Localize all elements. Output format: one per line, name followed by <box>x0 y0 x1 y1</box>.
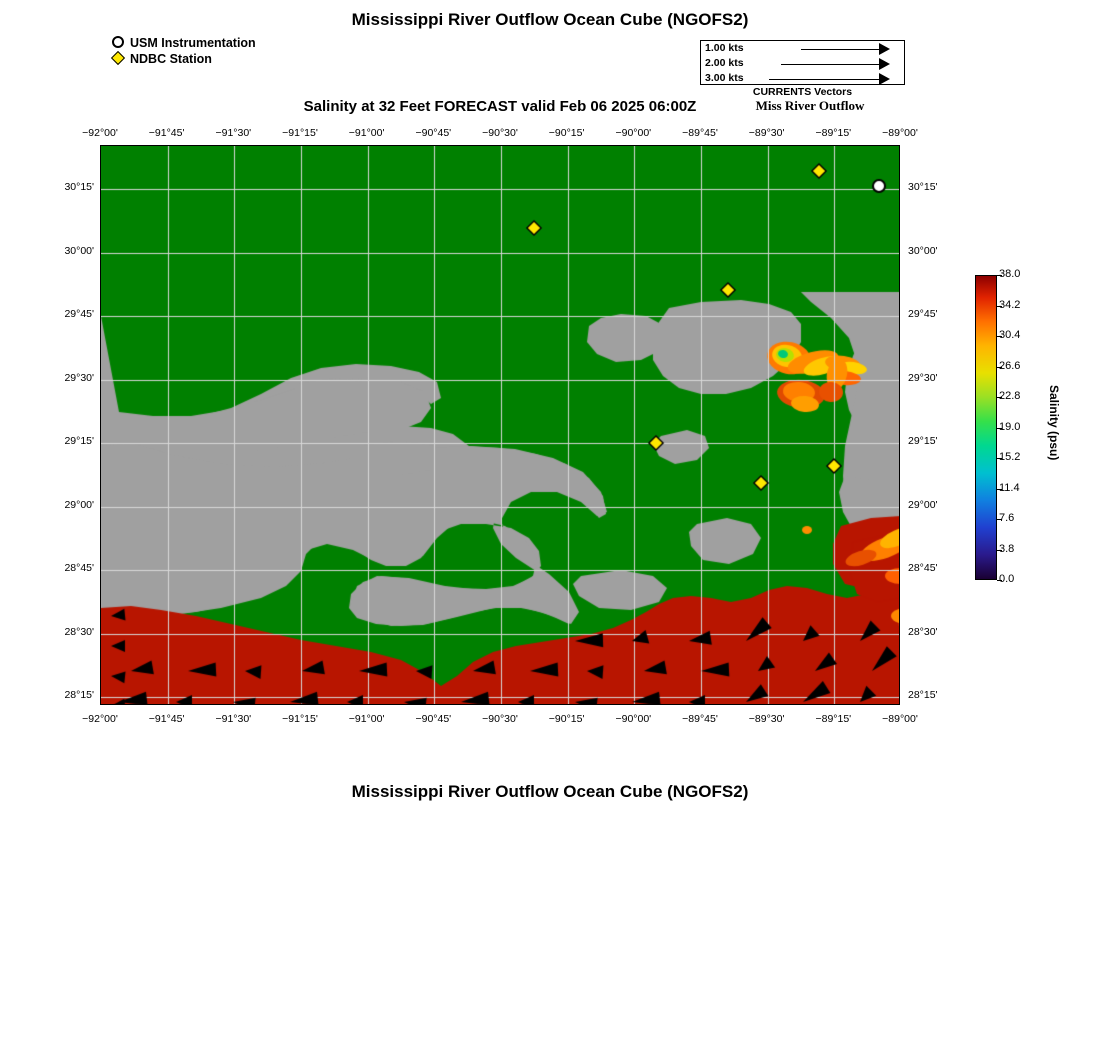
x-axis-tick-label: −90°00' <box>615 127 652 139</box>
y-axis-tick-label: 29°45' <box>908 308 938 320</box>
y-axis-tick-label: 29°30' <box>64 371 94 384</box>
colorbar-tick-label: 34.2 <box>999 298 1021 311</box>
x-axis-tick-label: −89°00' <box>882 713 918 725</box>
x-axis-tick-label: −91°15' <box>282 127 318 139</box>
y-axis-tick-label: 29°00' <box>64 498 94 511</box>
y-axis-tick-label: 28°30' <box>64 625 94 638</box>
colorbar-tick-label: 3.8 <box>999 542 1015 555</box>
x-axis-tick-label: −91°30' <box>215 127 252 139</box>
x-axis-tick-label: −90°45' <box>415 127 452 139</box>
y-axis-tick-label: 30°00' <box>64 244 94 257</box>
colorbar-tick-label: 7.6 <box>999 512 1015 524</box>
vector-key-label-3: 3.00 kts <box>705 72 744 84</box>
x-axis-tick-label: −91°45' <box>148 127 185 139</box>
y-axis-tick-label: 29°45' <box>64 308 94 320</box>
y-axis-tick-label: 30°00' <box>908 244 938 257</box>
x-axis-tick-label: −90°00' <box>615 713 652 725</box>
x-axis-tick-label: −92°00' <box>82 713 118 725</box>
page-title: Mississippi River Outflow Ocean Cube (NGOFS2) <box>351 10 749 29</box>
x-axis-tick-label: −89°45' <box>682 127 718 139</box>
x-axis-tick-label: −91°00' <box>348 127 385 139</box>
x-axis-tick-label: −89°15' <box>815 713 852 725</box>
y-axis-tick-label: 29°15' <box>908 435 938 447</box>
x-axis-tick-label: −91°15' <box>282 713 318 725</box>
x-axis-tick-label: −89°45' <box>682 713 718 725</box>
y-axis-tick-label: 29°30' <box>908 371 938 384</box>
x-axis-tick-label: −91°30' <box>215 713 252 725</box>
x-axis-tick-label: −89°15' <box>815 127 852 139</box>
colorbar-gradient <box>975 275 997 580</box>
y-axis-tick-label: 29°15' <box>64 435 94 447</box>
y-axis-tick-label: 28°15' <box>908 689 938 701</box>
colorbar-tick-label: 26.6 <box>999 359 1021 372</box>
bottom-title: Mississippi River Outflow Ocean Cube (NGOFS2) <box>351 782 749 801</box>
y-axis-tick-label: 28°15' <box>64 689 94 701</box>
y-axis-tick-label: 30°15' <box>64 181 94 193</box>
x-axis-tick-label: −90°15' <box>548 713 585 725</box>
x-axis-tick-label: −91°00' <box>348 713 385 725</box>
colorbar-tick-label: 22.8 <box>999 390 1021 402</box>
x-axis-tick-label: −90°30' <box>482 127 518 139</box>
x-axis-tick-label: −89°30' <box>748 127 785 139</box>
x-axis-tick-label: −90°30' <box>482 713 518 725</box>
x-axis-tick-label: −90°45' <box>415 713 452 725</box>
legend-label-ndbc: NDBC Station <box>130 52 212 66</box>
vector-source-label: Miss River Outflow <box>755 98 865 113</box>
colorbar-title: Salinity (psu) <box>1047 385 1061 461</box>
x-axis-tick-label: −89°00' <box>882 127 918 139</box>
colorbar-tick-label: 30.4 <box>999 329 1021 341</box>
colorbar-tick-label: 19.0 <box>999 420 1021 433</box>
y-axis-tick-label: 28°30' <box>908 625 938 638</box>
colorbar-tick-label: 38.0 <box>999 268 1021 280</box>
x-axis-tick-label: −92°00' <box>82 127 118 139</box>
y-axis-tick-label: 29°00' <box>908 498 938 511</box>
y-axis-tick-label: 28°45' <box>908 562 938 574</box>
x-axis-tick-label: −90°15' <box>548 127 585 139</box>
colorbar-tick-label: 15.2 <box>999 451 1021 463</box>
y-axis-tick-label: 28°45' <box>64 562 94 574</box>
colorbar-tick-label: 0.0 <box>999 573 1015 585</box>
x-axis-tick-label: −91°45' <box>148 713 185 725</box>
x-axis-tick-label: −89°30' <box>748 713 785 725</box>
colorbar-tick-label: 11.4 <box>999 481 1020 494</box>
legend-label-usm: USM Instrumentation <box>130 36 256 50</box>
y-axis-tick-label: 30°15' <box>908 181 938 193</box>
vector-key-caption: CURRENTS Vectors <box>752 86 853 98</box>
map-subtitle: Salinity at 32 Feet FORECAST valid Feb 06 2025 06:00Z <box>303 98 697 115</box>
vector-key-label-1: 1.00 kts <box>705 42 744 54</box>
vector-key-label-2: 2.00 kts <box>705 57 744 69</box>
